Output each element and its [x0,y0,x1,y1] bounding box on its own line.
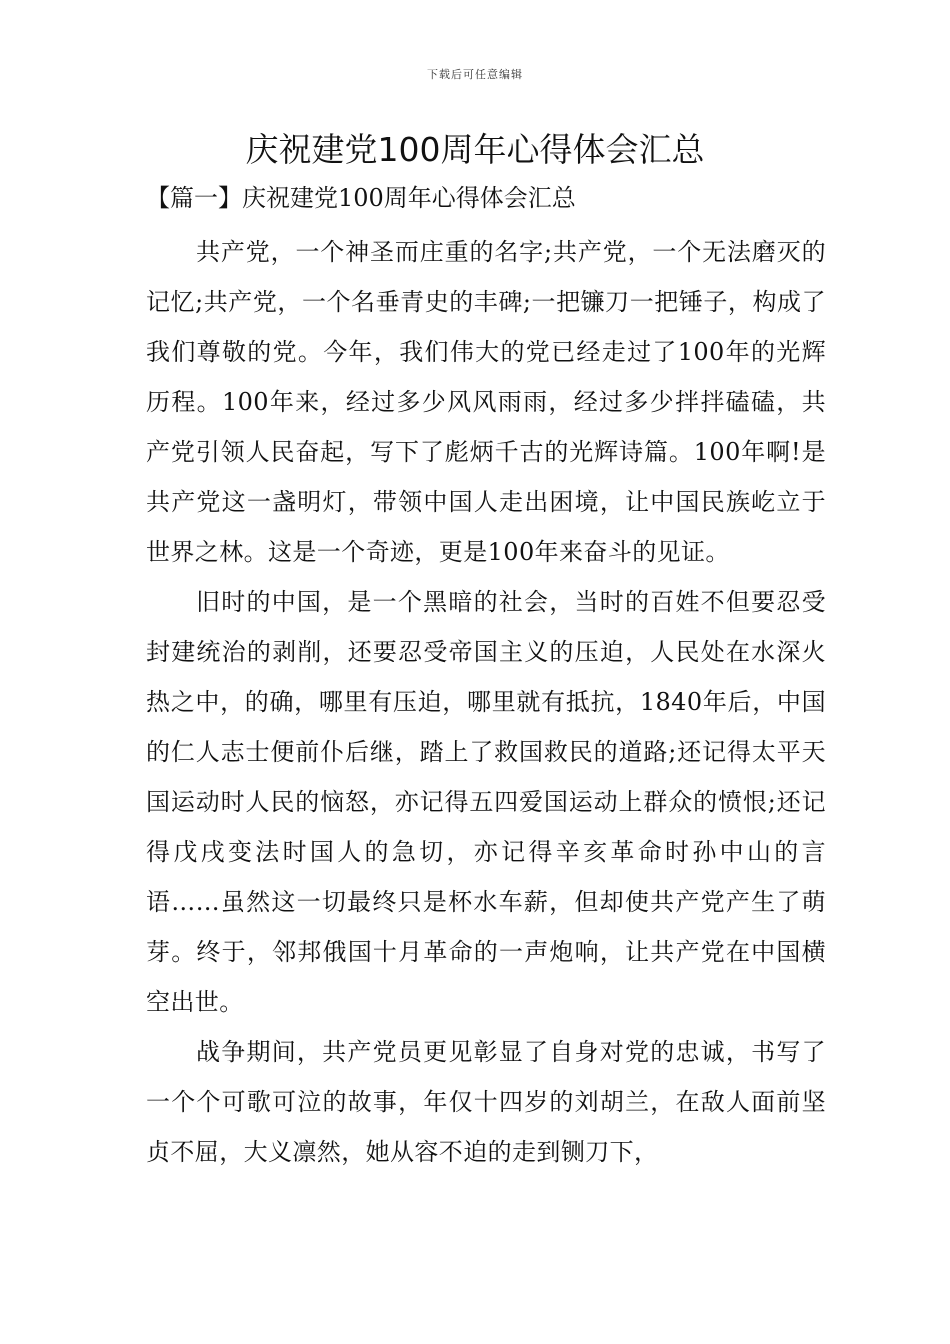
paragraph-3: 战争期间，共产党员更见彰显了自身对党的忠诚，书写了一个个可歌可泣的故事，年仅十四岁的刘胡兰，在敌人面前坚贞不屈，大义凛然，她从容不迫的走到铡刀下， [146,1038,826,1166]
header-note: 下载后可任意编辑 [427,68,523,81]
document-title: 庆祝建党100周年心得体会汇总 [245,130,705,169]
section-heading: 【篇一】庆祝建党100周年心得体会汇总 [146,184,576,212]
paragraph-1: 共产党，一个神圣而庄重的名字;共产党，一个无法磨灭的记忆;共产党，一个名垂青史的丰碑;一把镰刀一把锤子，构成了我们尊敬的党。今年，我们伟大的党已经走过了100年的光辉历程。100年来，经过多少风风雨雨，经过多少拌拌磕磕，共产党引领人民奋起，写下了彪炳千古的光辉诗篇。100年啊!是共产党这一盏明灯，带领中国人走出困境，让中国民族屹立于世界之林。这是一个奇迹，更是100年来奋斗的见证。 [146,238,826,566]
paragraph-2: 旧时的中国，是一个黑暗的社会，当时的百姓不但要忍受封建统治的剥削，还要忍受帝国主义的压迫，人民处在水深火热之中，的确，哪里有压迫，哪里就有抵抗，1840年后，中国的仁人志士便前仆后继，踏上了救国救民的道路;还记得太平天国运动时人民的恼怒，亦记得五四爱国运动上群众的愤恨;还记得戊戌变法时国人的急切，亦记得辛亥革命时孙中山的言语……虽然这一切最终只是杯水车薪，但却使共产党产生了萌芽。终于，邻邦俄国十月革命的一声炮响，让共产党在中国横空出世。 [146,588,826,1016]
body-text [146,227,826,1177]
